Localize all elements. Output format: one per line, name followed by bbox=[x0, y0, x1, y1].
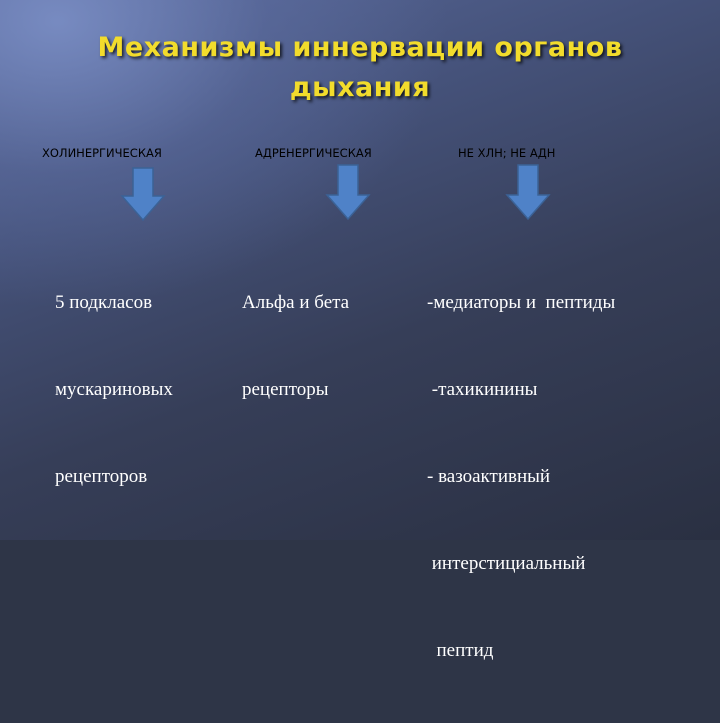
down-arrow-icon bbox=[325, 163, 371, 221]
text-line: - вазоактивный bbox=[427, 466, 551, 487]
heading-non-adrenergic-non-cholinergic: НЕ ХЛН; НЕ АДН bbox=[458, 146, 556, 160]
heading-adrenergic: АДРЕНЕРГИЧЕСКАЯ bbox=[255, 146, 372, 160]
down-arrow-icon bbox=[120, 166, 166, 222]
adrenergic-text bbox=[242, 230, 349, 462]
text-line: рецепторы bbox=[242, 379, 329, 400]
text-line: рецепторов bbox=[55, 466, 148, 487]
text-line: -медиаторы и пептиды bbox=[427, 292, 616, 313]
text-line: 5 подкласов bbox=[55, 292, 153, 313]
slide-title bbox=[0, 28, 720, 108]
text-line: пептид bbox=[427, 640, 494, 661]
text-line: интерстициальный bbox=[427, 553, 586, 574]
text-line: мускариновых bbox=[55, 379, 173, 400]
non-adrenergic-text bbox=[427, 230, 615, 723]
title-line-1: Механизмы иннервации органов bbox=[97, 32, 623, 63]
text-line: Альфа и бета bbox=[242, 292, 350, 313]
heading-cholinergic: ХОЛИНЕРГИЧЕСКАЯ bbox=[42, 146, 162, 160]
title-line-2: дыхания bbox=[289, 72, 431, 103]
cholinergic-text bbox=[55, 230, 173, 549]
text-line: -тахикинины bbox=[427, 379, 538, 400]
down-arrow-icon bbox=[505, 163, 551, 221]
